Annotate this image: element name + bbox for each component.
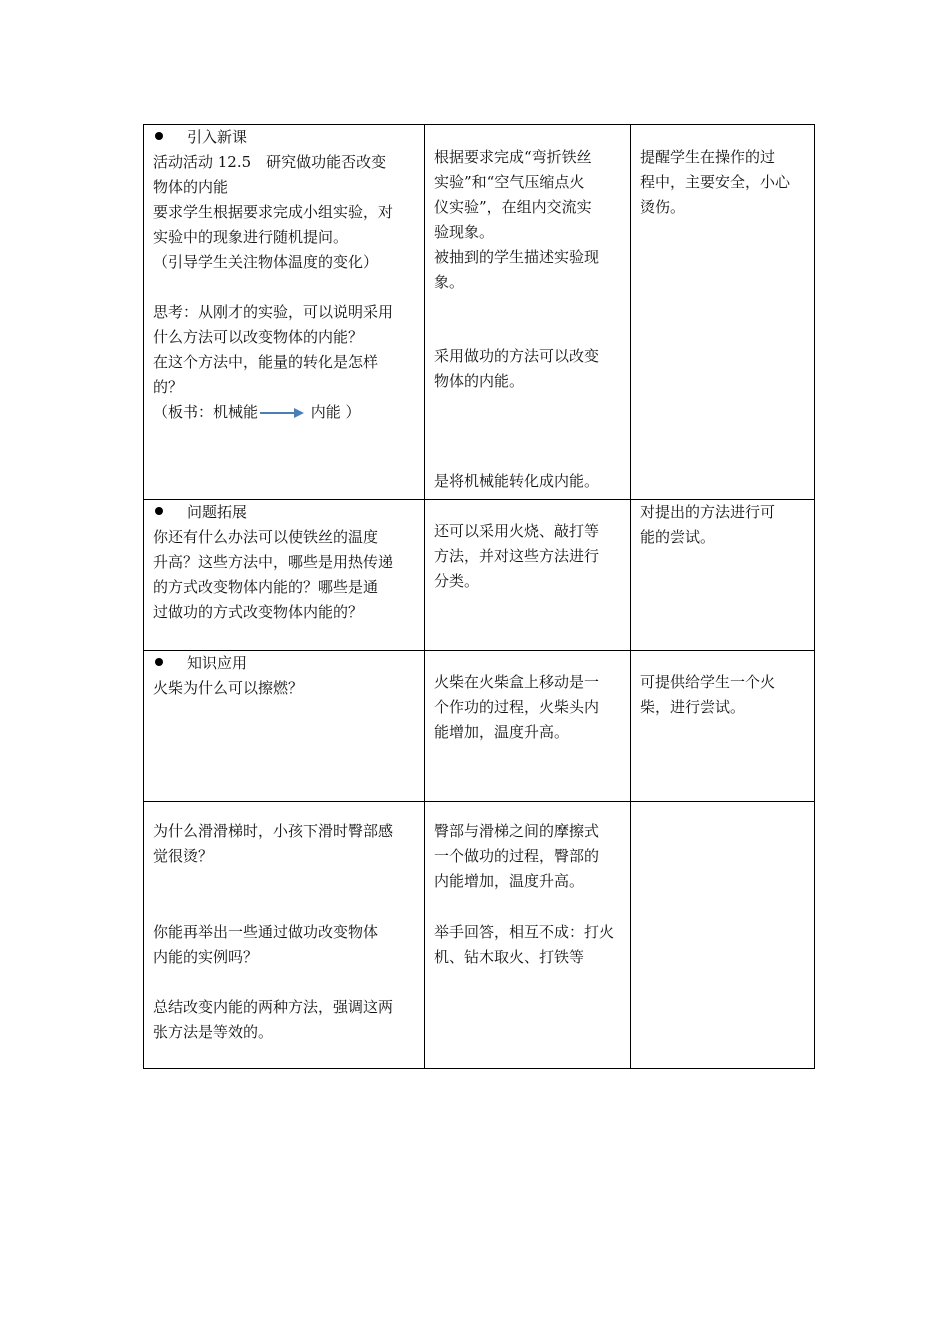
- text-line: 火柴在火柴盒上移动是一: [434, 673, 600, 691]
- design-intent-cell: [631, 802, 816, 1068]
- teacher-activity-cell: [144, 500, 425, 650]
- text-line: 能增加，温度升高。: [434, 723, 570, 741]
- text-line: 总结改变内能的两种方法，强调这两: [153, 998, 394, 1016]
- table-row: [144, 651, 814, 802]
- text-line: 物体的内能。: [434, 372, 525, 390]
- text-line: 思考：从刚才的实验，可以说明采用: [153, 303, 394, 321]
- text-line: 的？: [153, 378, 184, 396]
- student-activity-cell: [425, 500, 631, 650]
- table-row: [144, 125, 814, 500]
- text-line: 为什么滑滑梯时，小孩下滑时臀部感: [153, 822, 394, 840]
- teacher-activity-cell: [144, 125, 425, 499]
- text-line: 方法，并对这些方法进行: [434, 547, 600, 565]
- text-line: 烫伤。: [640, 198, 686, 216]
- bullet-icon: [155, 658, 163, 666]
- section-heading: 引入新课: [153, 125, 247, 150]
- text-line: 实验中的现象进行随机提问。: [153, 228, 349, 246]
- text-line: 根据要求完成“弯折铁丝: [434, 148, 592, 166]
- text-line: 还可以采用火烧、敲打等: [434, 522, 600, 540]
- text-line: 你还有什么办法可以使铁丝的温度: [153, 528, 379, 546]
- text-line: 在这个方法中，能量的转化是怎样: [153, 353, 379, 371]
- section-heading: 知识应用: [153, 651, 247, 676]
- table-row: [144, 500, 814, 651]
- teacher-activity-cell: [144, 802, 425, 1068]
- text-line: 仪实验”，在组内交流实: [434, 198, 592, 216]
- text-line: 个作功的过程，火柴头内: [434, 698, 600, 716]
- text-line: 可提供给学生一个火: [640, 673, 776, 691]
- text-line: 象。: [434, 273, 465, 291]
- text-line: 程中，主要安全，小心: [640, 173, 791, 191]
- text-line: 机、钻木取火、打铁等: [434, 948, 585, 966]
- table-row: [144, 802, 814, 1068]
- text-line: 活动活动 12.5 研究做功能否改变: [153, 153, 387, 171]
- design-intent-cell: [631, 651, 816, 801]
- text-line: 臀部与滑梯之间的摩擦式: [434, 822, 600, 840]
- text-line: 是将机械能转化成内能。: [434, 472, 600, 490]
- text-line: 实验”和“空气压缩点火: [434, 173, 585, 191]
- text-line: 提醒学生在操作的过: [640, 148, 776, 166]
- text-line: 柴，进行尝试。: [640, 698, 746, 716]
- student-activity-cell: [425, 125, 631, 499]
- text-line: 过做功的方式改变物体内能的？: [153, 603, 364, 621]
- text-line: 你能再举出一些通过做功改变物体: [153, 923, 379, 941]
- text-line: 的方式改变物体内能的？哪些是通: [153, 578, 379, 596]
- text-line: 一个做功的过程，臀部的: [434, 847, 600, 865]
- bullet-icon: [155, 507, 163, 515]
- text-line: （引导学生关注物体温度的变化）: [153, 253, 379, 271]
- text-line: 火柴为什么可以擦燃？: [153, 679, 304, 697]
- text-line: 验现象。: [434, 223, 495, 241]
- text-line: 举手回答，相互不成：打火: [434, 923, 615, 941]
- text-line: 内能增加，温度升高。: [434, 872, 585, 890]
- text-line: 分类。: [434, 572, 480, 590]
- bullet-icon: [155, 132, 163, 140]
- text-line: 被抽到的学生描述实验现: [434, 248, 600, 266]
- text-line: 内能的实例吗？: [153, 948, 259, 966]
- teacher-activity-cell: [144, 651, 425, 801]
- text-line: 要求学生根据要求完成小组实验，对: [153, 203, 394, 221]
- student-activity-cell: [425, 802, 631, 1068]
- text-line: 觉很烫？: [153, 847, 214, 865]
- student-activity-cell: [425, 651, 631, 801]
- text-line: 物体的内能: [153, 178, 229, 196]
- lesson-plan-table: [143, 124, 815, 1069]
- arrow-right-icon: [260, 408, 304, 418]
- text-line: 采用做功的方法可以改变: [434, 347, 600, 365]
- text-line: 张方法是等效的。: [153, 1023, 274, 1041]
- board-note: （板书：机械能 内能 ）: [153, 403, 361, 421]
- design-intent-cell: [631, 500, 816, 650]
- text-line: 升高？这些方法中，哪些是用热传递: [153, 553, 394, 571]
- text-line: 对提出的方法进行可: [640, 503, 776, 521]
- text-line: 能的尝试。: [640, 528, 716, 546]
- section-heading: 问题拓展: [153, 500, 247, 525]
- design-intent-cell: [631, 125, 816, 499]
- text-line: 什么方法可以改变物体的内能？: [153, 328, 364, 346]
